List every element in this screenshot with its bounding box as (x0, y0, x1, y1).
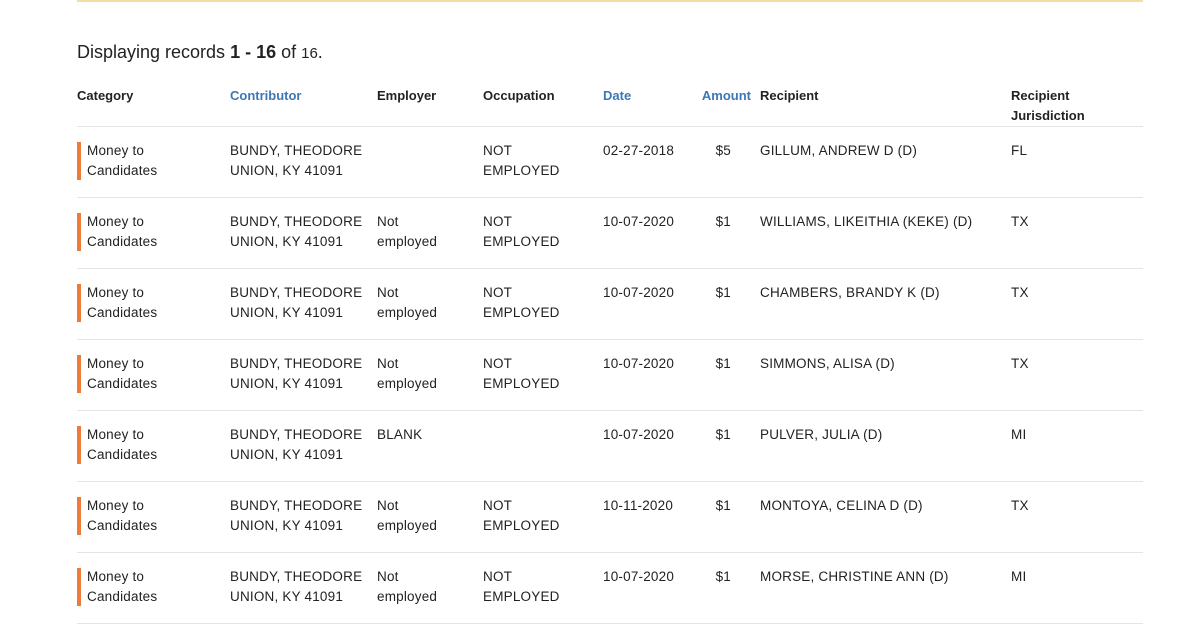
records-summary (77, 42, 323, 63)
cell-jurisdiction: FL (1011, 143, 1028, 158)
table-row (77, 482, 1143, 553)
category-line2: Candidates (87, 589, 158, 604)
cell-contributor (230, 212, 370, 252)
category-line1: Money to (87, 569, 145, 584)
cell-contributor (230, 425, 370, 465)
cell-employer (377, 567, 477, 607)
employer-line2: employed (377, 305, 438, 320)
header-recipient: Recipient (760, 88, 819, 103)
employer-line1: Not (377, 498, 399, 513)
header-contributor-sort-link[interactable]: Contributor (230, 88, 302, 103)
category-line2: Candidates (87, 518, 158, 533)
cell-occupation (483, 354, 583, 394)
category-line1: Money to (87, 285, 145, 300)
contributions-table (77, 86, 1143, 624)
table-body (77, 127, 1143, 624)
cell-occupation (483, 567, 583, 607)
occupation-line1: NOT (483, 356, 513, 371)
cell-jurisdiction: TX (1011, 356, 1029, 371)
occupation-line2: EMPLOYED (483, 163, 560, 178)
cell-date: 10-07-2020 (603, 569, 675, 584)
category-line2: Candidates (87, 447, 158, 462)
header-jurisdiction-line2: Jurisdiction (1011, 108, 1085, 123)
cell-jurisdiction: MI (1011, 569, 1027, 584)
cell-category (87, 141, 217, 181)
cell-contributor (230, 141, 370, 181)
category-line2: Candidates (87, 163, 158, 178)
cell-amount: $1 (715, 498, 731, 513)
cell-category (87, 354, 217, 394)
cell-date: 10-11-2020 (603, 498, 674, 513)
header-jurisdiction-line1: Recipient (1011, 88, 1070, 103)
employer-line2: employed (377, 589, 438, 604)
category-line2: Candidates (87, 305, 158, 320)
table-row (77, 269, 1143, 340)
cell-amount: $5 (715, 143, 731, 158)
category-color-bar (77, 142, 81, 180)
cell-occupation (483, 212, 583, 252)
contributor-location: UNION, KY 41091 (230, 518, 344, 533)
employer-line2: employed (377, 376, 438, 391)
cell-jurisdiction: TX (1011, 285, 1029, 300)
employer-line1: Not (377, 214, 399, 229)
occupation-line1: NOT (483, 285, 513, 300)
summary-of: of (276, 42, 302, 62)
cell-employer (377, 496, 477, 536)
cell-amount: $1 (715, 427, 731, 442)
top-divider (77, 0, 1143, 2)
occupation-line2: EMPLOYED (483, 305, 560, 320)
cell-contributor (230, 283, 370, 323)
employer-line2: employed (377, 518, 438, 533)
category-line2: Candidates (87, 234, 158, 249)
occupation-line1: NOT (483, 214, 513, 229)
cell-amount: $1 (715, 356, 731, 371)
employer-line1: Not (377, 356, 399, 371)
table-header (77, 86, 1143, 127)
cell-recipient: MONTOYA, CELINA D (D) (760, 498, 923, 513)
cell-contributor (230, 354, 370, 394)
contributor-name: BUNDY, THEODORE (230, 285, 363, 300)
contributor-location: UNION, KY 41091 (230, 589, 344, 604)
cell-category (87, 496, 217, 536)
occupation-line1: NOT (483, 498, 513, 513)
category-line1: Money to (87, 214, 145, 229)
contributor-name: BUNDY, THEODORE (230, 427, 363, 442)
cell-jurisdiction: TX (1011, 214, 1029, 229)
cell-category (87, 425, 217, 465)
cell-recipient: MORSE, CHRISTINE ANN (D) (760, 569, 949, 584)
contributor-name: BUNDY, THEODORE (230, 498, 363, 513)
cell-amount: $1 (715, 569, 731, 584)
table-row (77, 411, 1143, 482)
category-line1: Money to (87, 143, 145, 158)
cell-contributor (230, 567, 370, 607)
cell-employer (377, 212, 477, 252)
cell-employer (377, 283, 477, 323)
cell-recipient: GILLUM, ANDREW D (D) (760, 143, 918, 158)
header-amount-sort-link[interactable]: Amount (701, 88, 751, 103)
contributor-name: BUNDY, THEODORE (230, 214, 363, 229)
contributor-name: BUNDY, THEODORE (230, 569, 363, 584)
header-category: Category (77, 88, 134, 103)
cell-recipient: WILLIAMS, LIKEITHIA (KEKE) (D) (760, 214, 973, 229)
cell-recipient: SIMMONS, ALISA (D) (760, 356, 895, 371)
category-line2: Candidates (87, 376, 158, 391)
category-color-bar (77, 355, 81, 393)
cell-date: 10-07-2020 (603, 214, 675, 229)
cell-occupation (483, 283, 583, 323)
employer-line1: BLANK (377, 427, 423, 442)
employer-line1: Not (377, 285, 399, 300)
category-color-bar (77, 284, 81, 322)
summary-suffix: . (317, 42, 323, 62)
cell-jurisdiction: MI (1011, 427, 1027, 442)
cell-date: 10-07-2020 (603, 356, 675, 371)
table-row (77, 340, 1143, 411)
category-color-bar (77, 213, 81, 251)
header-occupation: Occupation (483, 88, 555, 103)
cell-occupation (483, 141, 583, 181)
table-row (77, 198, 1143, 269)
category-color-bar (77, 426, 81, 464)
category-line1: Money to (87, 356, 145, 371)
cell-employer (377, 425, 477, 445)
occupation-line2: EMPLOYED (483, 518, 560, 533)
employer-line2: employed (377, 234, 438, 249)
cell-date: 02-27-2018 (603, 143, 675, 158)
cell-category (87, 283, 217, 323)
contributor-location: UNION, KY 41091 (230, 234, 344, 249)
category-line1: Money to (87, 427, 145, 442)
occupation-line2: EMPLOYED (483, 589, 560, 604)
contributor-location: UNION, KY 41091 (230, 305, 344, 320)
summary-total: 16 (301, 45, 318, 62)
cell-recipient: CHAMBERS, BRANDY K (D) (760, 285, 940, 300)
category-line1: Money to (87, 498, 145, 513)
cell-employer (377, 354, 477, 394)
occupation-line2: EMPLOYED (483, 376, 560, 391)
cell-contributor (230, 496, 370, 536)
employer-line1: Not (377, 569, 399, 584)
contributor-location: UNION, KY 41091 (230, 163, 344, 178)
cell-recipient: PULVER, JULIA (D) (760, 427, 883, 442)
cell-occupation (483, 496, 583, 536)
cell-date: 10-07-2020 (603, 285, 675, 300)
table-row (77, 553, 1143, 624)
occupation-line1: NOT (483, 143, 513, 158)
cell-category (87, 212, 217, 252)
cell-jurisdiction: TX (1011, 498, 1029, 513)
cell-date: 10-07-2020 (603, 427, 675, 442)
contributor-name: BUNDY, THEODORE (230, 356, 363, 371)
summary-prefix: Displaying records (77, 42, 231, 62)
category-color-bar (77, 497, 81, 535)
occupation-line2: EMPLOYED (483, 234, 560, 249)
cell-category (87, 567, 217, 607)
cell-amount: $1 (715, 214, 731, 229)
contributor-location: UNION, KY 41091 (230, 376, 344, 391)
contributor-location: UNION, KY 41091 (230, 447, 344, 462)
header-employer: Employer (377, 88, 437, 103)
cell-amount: $1 (715, 285, 731, 300)
summary-range: 1 - 16 (230, 42, 277, 62)
header-date-sort-link[interactable]: Date (603, 88, 632, 103)
contributor-name: BUNDY, THEODORE (230, 143, 363, 158)
table-row (77, 127, 1143, 198)
category-color-bar (77, 568, 81, 606)
header-recipient-jurisdiction (1011, 86, 1121, 126)
occupation-line1: NOT (483, 569, 513, 584)
